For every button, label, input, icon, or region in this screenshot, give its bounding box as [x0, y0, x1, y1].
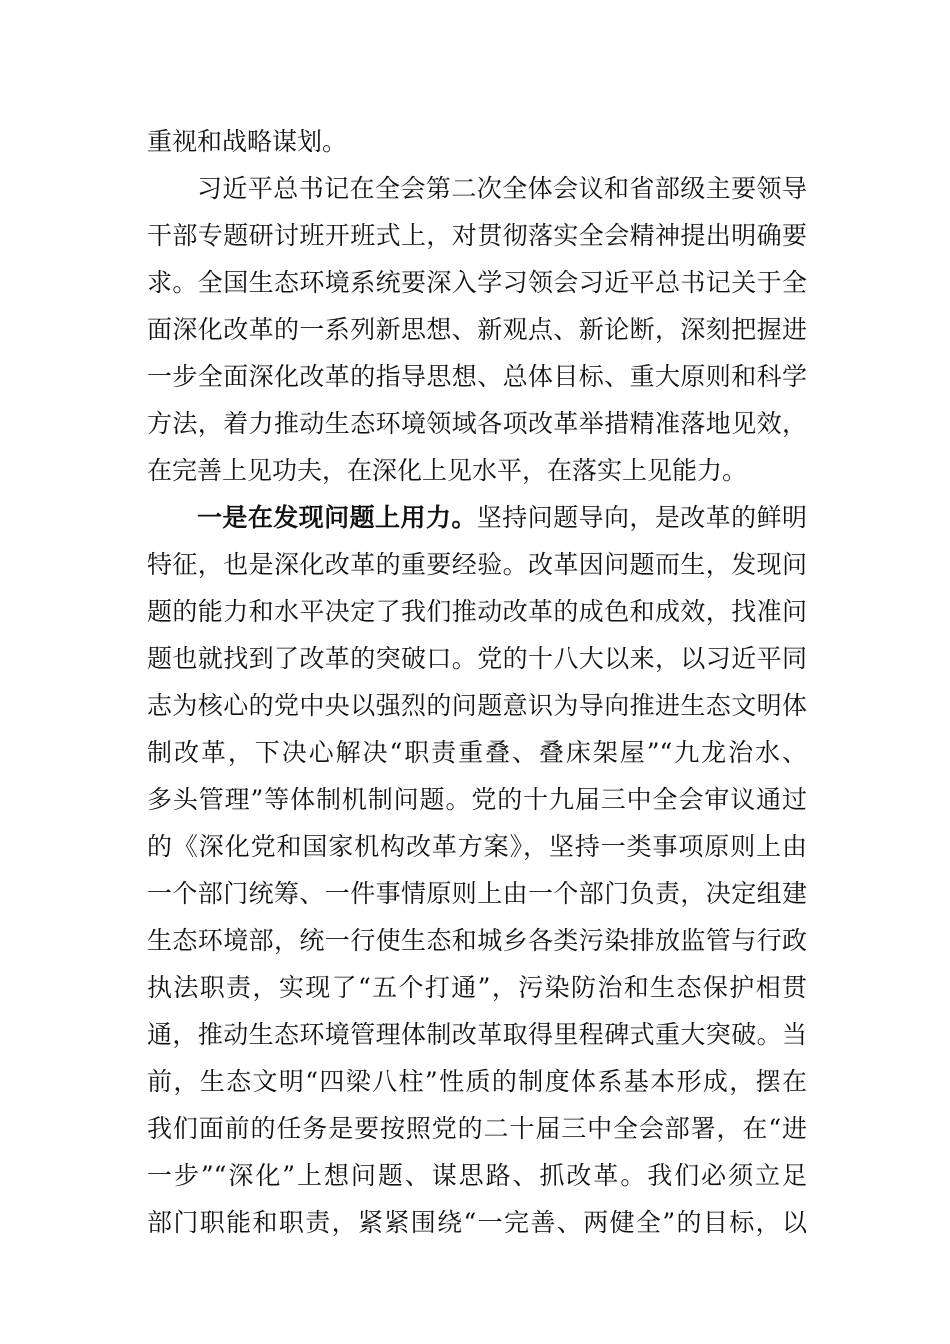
paragraph-2-line-6: 方法，着力推动生态环境领域各项改革举措精准落地见效， — [147, 409, 807, 438]
paragraph-3-line-1-text: 坚持问题导向，是改革的鲜明 — [476, 503, 807, 532]
paragraph-3-line-3: 题的能力和水平决定了我们推动改革的成色和成效，找准问 — [147, 597, 807, 626]
paragraph-2-line-3: 求。全国生态环境系统要深入学习领会习近平总书记关于全 — [147, 268, 807, 297]
paragraph-3-line-15: 一步”“深化”上想问题、谋思路、抓改革。我们必须立足 — [147, 1161, 807, 1190]
paragraph-2-line-1: 习近平总书记在全会第二次全体会议和省部级主要领导 — [197, 174, 807, 203]
paragraph-3-line-12: 通，推动生态环境管理体制改革取得里程碑式重大突破。当 — [147, 1020, 807, 1049]
body-text — [147, 118, 807, 1246]
paragraph-3-line-8: 的《深化党和国家机构改革方案》，坚持一类事项原则上由 — [147, 832, 807, 861]
paragraph-3-line-4: 题也就找到了改革的突破口。党的十八大以来，以习近平同 — [147, 644, 807, 673]
paragraph-3-line-11: 执法职责，实现了“五个打通”，污染防治和生态保护相贯 — [147, 973, 807, 1002]
paragraph-3-line-2: 特征，也是深化改革的重要经验。改革因问题而生，发现问 — [147, 550, 807, 579]
paragraph-2-line-2: 干部专题研讨班开班式上，对贯彻落实全会精神提出明确要 — [147, 221, 807, 250]
paragraph-3-line-6: 制改革，下决心解决“职责重叠、叠床架屋”“九龙治水、 — [147, 738, 807, 767]
paragraph-2-line-7: 在完善上见功夫，在深化上见水平，在落实上见能力。 — [147, 456, 748, 485]
paragraph-3-line-16: 部门职能和职责，紧紧围绕“一完善、两健全”的目标，以 — [147, 1208, 807, 1237]
paragraph-3-lead-heading: 一是在发现问题上用力。 — [197, 503, 477, 532]
paragraph-3-line-1 — [147, 494, 807, 541]
paragraph-3-line-9: 一个部门统筹、一件事情原则上由一个部门负责，决定组建 — [147, 879, 807, 908]
paragraph-3-line-14: 我们面前的任务是要按照党的二十届三中全会部署，在“进 — [147, 1114, 807, 1143]
paragraph-3-line-13: 前，生态文明“四梁八柱”性质的制度体系基本形成，摆在 — [147, 1067, 807, 1096]
paragraph-3-line-7: 多头管理”等体制机制问题。党的十九届三中全会审议通过 — [147, 785, 807, 814]
paragraph-2-line-4: 面深化改革的一系列新思想、新观点、新论断，深刻把握进 — [147, 315, 807, 344]
paragraph-3-line-10: 生态环境部，统一行使生态和城乡各类污染排放监管与行政 — [147, 926, 807, 955]
paragraph-1-line-1: 重视和战略谋划。 — [147, 127, 348, 156]
paragraph-2-line-5: 一步全面深化改革的指导思想、总体目标、重大原则和科学 — [147, 362, 807, 391]
paragraph-3-line-5: 志为核心的党中央以强烈的问题意识为导向推进生态文明体 — [147, 691, 807, 720]
